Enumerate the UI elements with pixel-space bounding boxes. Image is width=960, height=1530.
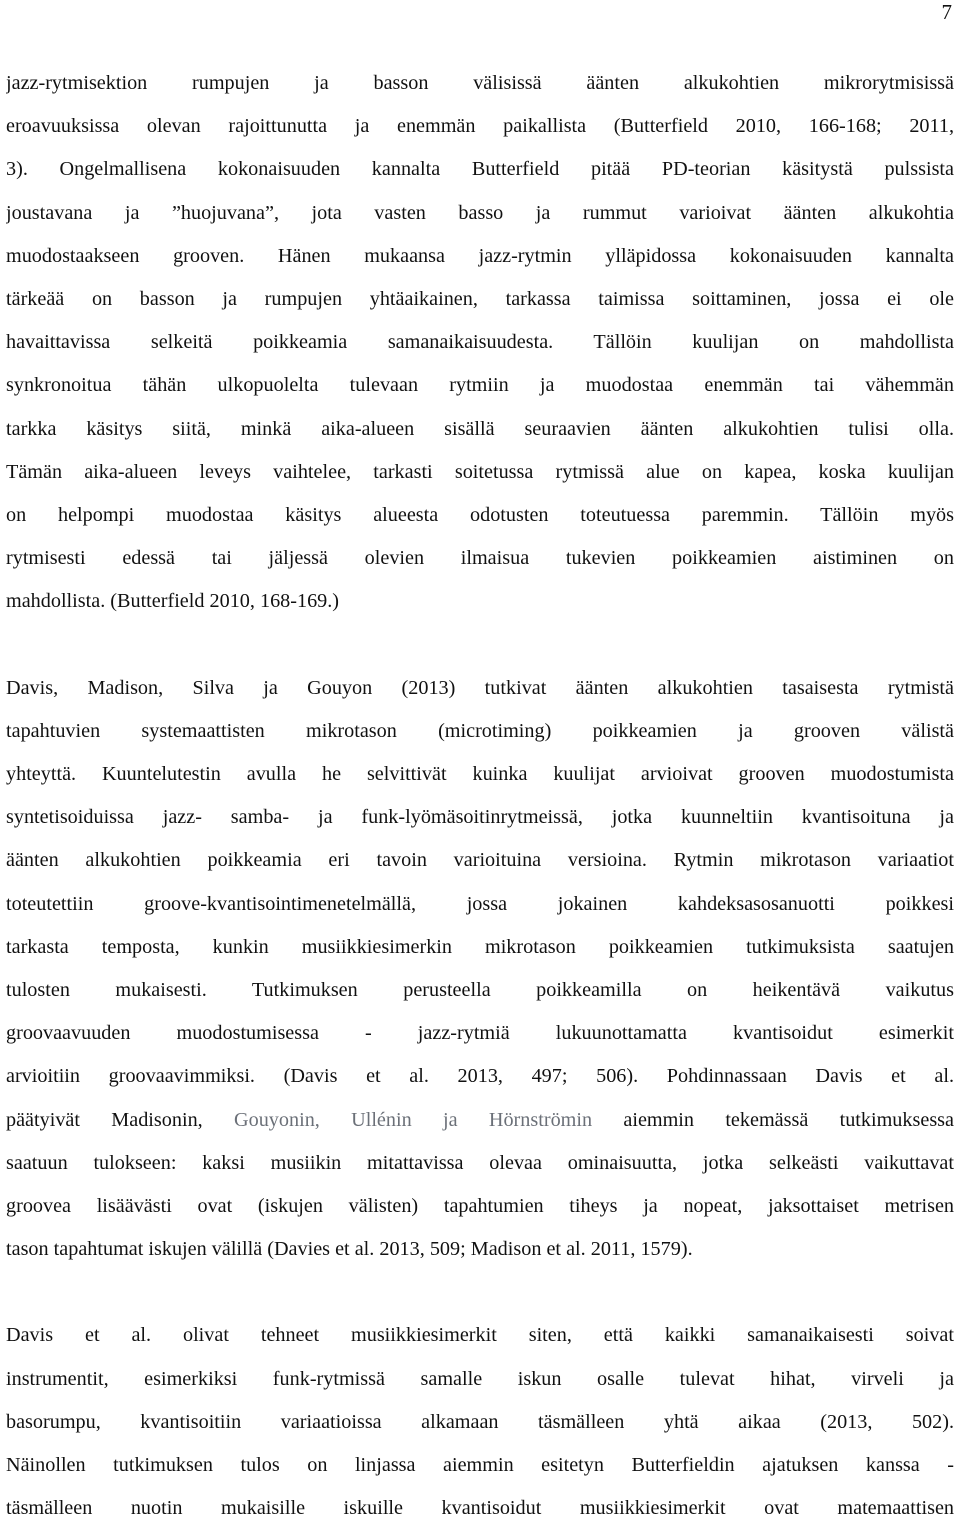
text-line: Davis et al. olivat tehneet musiikkiesimerkit siten, että kaikki samanaikaisesti soivat: [6, 1324, 954, 1347]
text-line: päätyivät Madisonin, Gouyonin, Ullénin ja Hörnströmin aiemmin tekemässä tutkimuksessa: [6, 1108, 954, 1131]
paragraph-1: [6, 62, 954, 623]
text-line: mahdollista. (Butterfield 2010, 168-169.): [6, 590, 340, 613]
text-line: synkronoitua tähän ulkopuolelta tulevaan rytmiin ja muodostaa enemmän tai vähemmän: [6, 374, 954, 397]
text-line: tarkasta temposta, kunkin musiikkiesimerkin mikrotason poikkeamien tutkimuksista saatujen: [6, 935, 954, 958]
text-line: 3). Ongelmallisena kokonaisuuden kannalta Butterfield pitää PD-teorian käsitystä pulssista: [6, 158, 954, 181]
text-line: syntetisoiduissa jazz- samba- ja funk-lyömäsoitinrytmeissä, jotka kuunneltiin kvantisoituna ja: [6, 806, 954, 829]
gray-citation-names: Gouyonin, Ullénin ja Hörnströmin: [234, 1108, 593, 1131]
page-number: 7: [941, 0, 952, 24]
body-text: [6, 62, 954, 1530]
text-line: täsmälleen nuotin mukaisille iskuille kvantisoidut musiikkiesimerkit ovat matemaattisen: [6, 1497, 954, 1520]
paragraph-gap: [6, 1271, 954, 1314]
text-line: havaittavissa selkeitä poikkeamia samanaikaisuudesta. Tällöin kuulijan on mahdollista: [6, 331, 954, 354]
text-line: Tämän aika-alueen leveys vaihtelee, tarkasti soitetussa rytmissä alue on kapea, koska kuulijan: [6, 460, 954, 483]
paragraph-3: [6, 1314, 954, 1530]
paragraph-gap: [6, 623, 954, 666]
text-line: basorumpu, kvantisoitiin variaatioissa alkamaan täsmälleen yhtä aikaa (2013, 502).: [6, 1410, 954, 1433]
text-line: Näinollen tutkimuksen tulos on linjassa aiemmin esitetyn Butterfieldin ajatuksen kanssa -: [6, 1454, 954, 1476]
text-line: instrumentit, esimerkiksi funk-rytmissä samalle iskun osalle tulevat hihat, virveli ja: [6, 1367, 954, 1390]
text-line: yhteyttä. Kuuntelutestin avulla he selvittivät kuinka kuulijat arvioivat grooven muodostumista: [6, 763, 954, 785]
text-line: joustavana ja ”huojuvana”, jota vasten basso ja rummut varioivat äänten alkukohtia: [6, 201, 954, 224]
text-line: tason tapahtumat iskujen välillä (Davies et al. 2013, 509; Madison et al. 2011, 1579).: [6, 1238, 693, 1261]
text-line: äänten alkukohtien poikkeamia eri tavoin varioituina versioina. Rytmin mikrotason variaatiot: [6, 849, 954, 872]
text-line: tärkeää on basson ja rumpujen yhtäaikainen, tarkassa taimissa soittaminen, jossa ei ole: [6, 287, 954, 310]
text-line: Davis, Madison, Silva ja Gouyon (2013) tutkivat äänten alkukohtien tasaisesta rytmistä: [6, 676, 954, 699]
text-line: toteutettiin groove-kvantisointimenetelmällä, jossa jokainen kahdeksasosanuotti poikkesi: [6, 892, 954, 915]
text-line: eroavuuksissa olevan rajoittunutta ja enemmän paikallista (Butterfield 2010, 166-168; 2011,: [6, 115, 954, 138]
text-line: arvioitiin groovaavimmiksi. (Davis et al. 2013, 497; 506). Pohdinnassaan Davis et al.: [6, 1065, 954, 1088]
text-line: on helpompi muodostaa käsitys alueesta odotusten toteutuessa paremmin. Tällöin myös: [6, 503, 954, 526]
paragraph-2: [6, 667, 954, 1272]
text-line: tulosten mukaisesti. Tutkimuksen perusteella poikkeamilla on heikentävä vaikutus: [6, 978, 954, 1001]
text-line: groovea lisäävästi ovat (iskujen välisten) tapahtumien tiheys ja nopeat, jaksottaiset metrisen: [6, 1194, 954, 1217]
text-line: rytmisesti edessä tai jäljessä olevien ilmaisua tukevien poikkeamien aistiminen on: [6, 547, 954, 570]
text-line: jazz-rytmisektion rumpujen ja basson välisissä äänten alkukohtien mikrorytmisissä: [6, 72, 954, 94]
text-line: muodostaakseen grooven. Hänen mukaansa jazz-rytmin ylläpidossa kokonaisuuden kannalta: [6, 244, 954, 267]
text-line: saatuun tulokseen: kaksi musiikin mitattavissa olevaa ominaisuutta, jotka selkeästi vaikuttavat: [6, 1151, 954, 1174]
text-line: tapahtuvien systemaattisten mikrotason (microtiming) poikkeamien ja grooven välistä: [6, 719, 954, 742]
text-line: tarkka käsitys siitä, minkä aika-alueen sisällä seuraavien äänten alkukohtien tulisi olla.: [6, 417, 954, 440]
text-line: groovaavuuden muodostumisessa - jazz-rytmiä lukuunottamatta kvantisoidut esimerkit: [6, 1022, 954, 1045]
